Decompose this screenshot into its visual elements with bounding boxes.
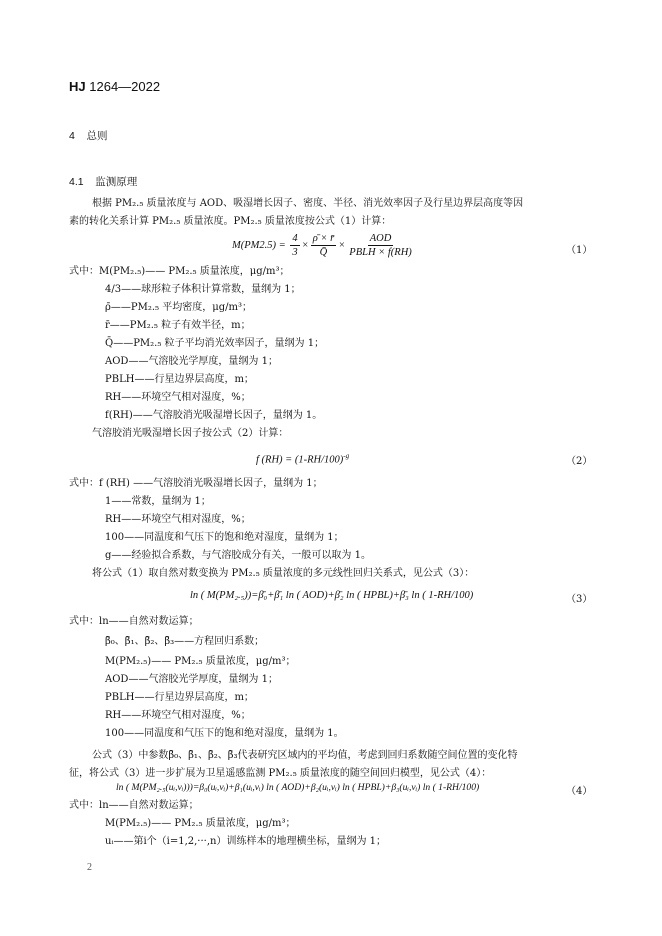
section-4-1-heading: 4.1 监测原理	[69, 176, 138, 188]
def2-line: 式中：f (RH) ——气溶胶消光吸湿增长因子，量纲为 1；	[69, 478, 323, 489]
section-4-heading: 4 总则	[69, 130, 108, 142]
def3-line: 式中：ln——自然对数运算；	[69, 616, 199, 627]
def1-line: 式中：M(PM₂.₅)—— PM₂.₅ 质量浓度，μg/m³；	[69, 266, 290, 277]
fraction-rho-r-q: $\frac{\rhō \times r̄}{Q̄}$	[312, 233, 335, 258]
def3-line: RH——环境空气相对湿度，%；	[105, 710, 251, 721]
def1-line: RH——环境空气相对湿度，%；	[105, 392, 251, 403]
standard-header	[69, 79, 160, 94]
def4-line: uᵢ——第i个（i=1,2,···,n）训练样本的地理横坐标，量纲为 1；	[105, 836, 387, 847]
fraction-aod-pblh: $\frac{\text{AOD}}{\text{PBLH × f(RH)}}$	[349, 233, 412, 258]
def2-line: RH——环境空气相对湿度，%；	[105, 514, 251, 525]
def2-line: 1——常数，量纲为 1；	[105, 496, 211, 507]
def3-line: PBLH——行星边界层高度，m；	[105, 692, 254, 703]
equation-2: f $(RH) = (1-RH/100)^{-g}$	[256, 452, 350, 466]
fraction-4-3: $\frac{4}{3}$	[292, 233, 298, 258]
def4-line: M(PM₂.₅)—— PM₂.₅ 质量浓度，μg/m³；	[105, 818, 296, 829]
standard-number: 1264—2022	[89, 79, 161, 94]
para-eq3-intro: 将公式（1）取自然对数变换为 PM₂.₅ 质量浓度的多元线性回归关系式，见公式（3）：	[92, 568, 475, 579]
equation-4-label: （4）	[566, 786, 593, 797]
equation-3-label: （3）	[566, 594, 593, 605]
para-eq2-intro: 气溶胶消光吸湿增长因子按公式（2）计算：	[92, 428, 289, 439]
para4-line-2: 征，将公式（3）进一步扩展为卫星遥感监测 PM₂.₅ 质量浓度的随空间回归模型，见公式（4）：	[69, 768, 492, 779]
equation-3: ln ( M(PM₂.₅))=β̄₀+β̄₁ ln ( AOD)+β̄₂ ln ( HPBL)+β̄₃ ln ( 1-RH/100)	[190, 590, 474, 601]
def3-line: AOD——气溶胶光学厚度，量纲为 1；	[105, 674, 278, 685]
equation-2-label: （2）	[566, 456, 593, 467]
def1-line: r̄——PM₂.₅ 粒子有效半径，m；	[105, 320, 251, 331]
def1-line: f(RH)——气溶胶消光吸湿增长因子，量纲为 1。	[105, 410, 323, 421]
intro-line-1: 根据 PM₂.₅ 质量浓度与 AOD、吸湿增长因子、密度、半径、消光效率因子及行星边界层高度等因	[92, 198, 524, 209]
def1-line: AOD——气溶胶光学厚度，量纲为 1；	[105, 356, 278, 367]
def1-line: PBLH——行星边界层高度，m；	[105, 374, 254, 385]
def1-line: Q̄——PM₂.₅ 粒子平均消光效率因子，量纲为 1；	[105, 338, 325, 349]
def2-line: 100——同温度和气压下的饱和绝对湿度，量纲为 1；	[105, 532, 344, 543]
equation-4: ln ( M(PM₂.₅(uᵢ,vᵢ)))=β₀(uᵢ,vᵢ)+β₁(uᵢ,vᵢ) ln ( AOD)+β₂(uᵢ,vᵢ) ln ( HPBL)+β₃(uᵢ,vᵢ) ln ( 1-RH/100)	[116, 782, 480, 793]
equation-1: M(PM2.5) = $\frac{4}{3}$ × $\frac{\rhō \times r̄}{Q̄}$ × $\frac{\text{AOD}}{\text{PBLH × f(RH)}}$	[232, 233, 412, 258]
standard-code: HJ	[69, 79, 86, 94]
def1-line: ρ̄——PM₂.₅ 平均密度，μg/m³；	[105, 302, 252, 313]
equation-1-label: （1）	[566, 245, 593, 256]
intro-line-2: 素的转化关系计算 PM₂.₅ 质量浓度。PM₂.₅ 质量浓度按公式（1）计算：	[69, 216, 392, 227]
def3-line: β̄₀、β̄₁、β̄₂、β̄₃——方程回归系数；	[105, 636, 265, 647]
def4-line: 式中：ln——自然对数运算；	[69, 800, 199, 811]
def2-line: g——经验拟合系数，与气溶胶成分有关，一般可以取为 1。	[105, 550, 371, 561]
def3-line: M(PM₂.₅)—— PM₂.₅ 质量浓度，μg/m³；	[105, 656, 296, 667]
page-number: 2	[87, 862, 92, 873]
para4-line-1: 公式（3）中参数β̄₀、β̄₁、β̄₂、β̄₃代表研究区域内的平均值，考虑到回归系数随空间位置的变化特	[92, 750, 518, 761]
def1-line: 4/3——球形粒子体积计算常数，量纲为 1；	[105, 284, 301, 295]
def3-line: 100——同温度和气压下的饱和绝对湿度，量纲为 1。	[105, 728, 344, 739]
